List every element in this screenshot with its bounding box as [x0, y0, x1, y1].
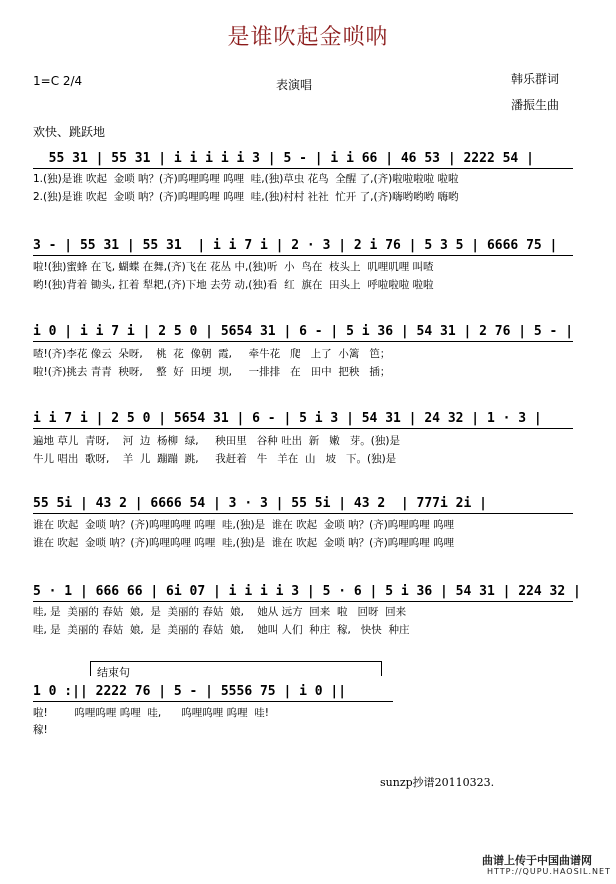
lyric-line: 谁在 吹起 金唢 呐？(齐)呜哩呜哩 呜哩 哇,(独)是 谁在 吹起 金唢 呐？(齐)呜哩呜哩 呜哩 — [33, 519, 455, 531]
ending-bracket — [90, 661, 382, 676]
performance-type: 表演唱 — [276, 78, 313, 92]
notation-line: 3 - | 55 31 | 55 31 | i i 7 i | 2 · 3 | 2 i 76 | 5 3 5 | 6666 75 | — [33, 237, 573, 256]
lyricist-credit: 韩乐群词 — [511, 72, 560, 86]
notation-line: 5 · 1 | 666 66 | 6i 07 | i i i i 3 | 5 · 6 | 5 i 36 | 54 31 | 224 32 | — [33, 583, 573, 602]
footer-site-name: 曲谱上传于中国曲谱网 — [482, 854, 592, 867]
notation-line: 55 5i | 43 2 | 6666 54 | 3 · 3 | 55 5i | 43 2 | 777i 2i | — [33, 495, 573, 514]
lyric-line: 啦!(齐)挑去 青青 秧呀, 整 好 田埂 坝, 一排排 在 田中 把秧 插； — [33, 366, 391, 378]
lyric-line: 稼! — [33, 724, 48, 736]
lyric-line: 啦! 呜哩呜哩 呜哩 哇, 呜哩呜哩 呜哩 哇! — [33, 707, 270, 719]
notation-line: i i 7 i | 2 5 0 | 5654 31 | 6 - | 5 i 3 | 54 31 | 24 32 | 1 · 3 | — [33, 410, 573, 429]
lyric-line: 啦!(独)蜜蜂 在飞, 蝴蝶 在舞,(齐)飞在 花丛 中,(独)听 小 鸟在 枝头上 叽哩叽哩 叫喳 — [33, 261, 434, 273]
notation-line: i 0 | i i 7 i | 2 5 0 | 5654 31 | 6 - | 5 i 36 | 54 31 | 2 76 | 5 - | — [33, 323, 573, 342]
lyric-line: 喳!(齐)李花 像云 朵呀, 桃 花 像朝 霞, 牵牛花 爬 上了 小篱 笆； — [33, 348, 391, 360]
notation-line: 1 0 :|| 2222 76 | 5 - | 5556 75 | i 0 || — [33, 683, 393, 702]
ending-label: 结束句 — [97, 666, 130, 679]
tempo-marking: 欢快、跳跃地 — [33, 125, 106, 139]
notation-line: 55 31 | 55 31 | i i i i i 3 | 5 - | i i 66 | 46 53 | 2222 54 | — [33, 150, 573, 169]
lyric-line: 遍地 草儿 青呀, 河 边 杨柳 绿, 秧田里 谷种 吐出 新 嫩 芽。(独)是 — [33, 435, 400, 447]
lyric-line: 牛儿 唱出 歌呀, 羊 儿 蹦蹦 跳, 我赶着 牛 羊在 山 坡 下。(独)是 — [33, 453, 397, 465]
lyric-line: 谁在 吹起 金唢 呐？(齐)呜哩呜哩 呜哩 哇,(独)是 谁在 吹起 金唢 呐？(齐)呜哩呜哩 呜哩 — [33, 537, 455, 549]
lyric-line: 1.(独)是谁 吹起 金唢 呐？(齐)呜哩呜哩 呜哩 哇,(独)草虫 花鸟 全醒 了,(齐)啦啦啦啦 啦啦 — [33, 173, 459, 185]
transcriber-note: sunzp抄谱20110323. — [380, 776, 495, 789]
lyric-line: 哇, 是 美丽的 春姑 娘, 是 美丽的 春姑 娘, 她从 远方 回来 啦 回呀 回来 — [33, 606, 407, 618]
lyric-line: 哟!(独)背着 锄头, 扛着 犁耙,(齐)下地 去劳 动,(独)看 红 旗在 田头上 呼啦啦啦 啦啦 — [33, 279, 434, 291]
key-signature: 1=C 2/4 — [33, 74, 83, 88]
page-title: 是谁吹起金唢呐 — [227, 25, 389, 50]
lyric-line: 哇, 是 美丽的 春姑 娘, 是 美丽的 春姑 娘, 她叫 人们 种庄 稼, 快快 种庄 — [33, 624, 410, 636]
footer-url: HTTP://QUPU.HAOSIL.NET — [487, 867, 611, 876]
composer-credit: 潘振生曲 — [511, 98, 560, 112]
lyric-line: 2.(独)是谁 吹起 金唢 呐？(齐)呜哩呜哩 呜哩 哇,(独)村村 社社 忙开 了,(齐)嗨哟哟哟 嗨哟 — [33, 191, 459, 203]
